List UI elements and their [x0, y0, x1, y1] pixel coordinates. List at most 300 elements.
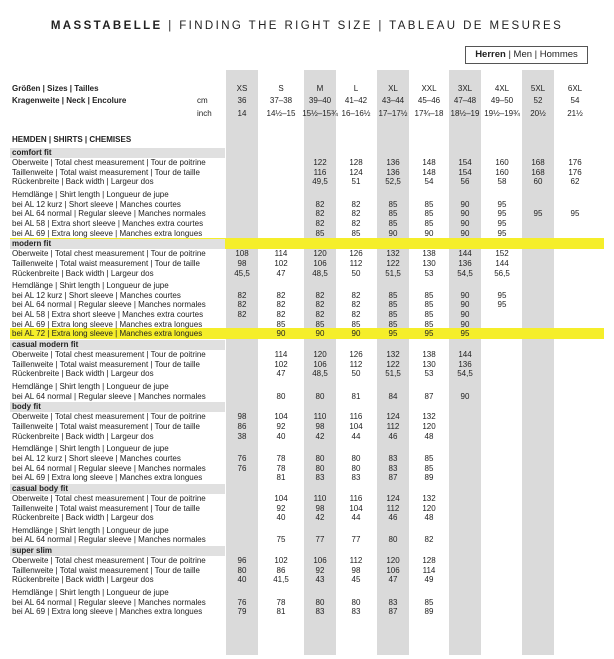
cell-value: 120 [386, 556, 400, 566]
row-label: bei AL 12 kurz | Short sleeve | Manches courtes [12, 290, 181, 300]
cell-value: 120 [313, 249, 327, 259]
cell-value: 80 [315, 453, 325, 463]
cell-value: 90 [460, 199, 470, 209]
neck-inch: 14 [237, 109, 247, 118]
cell-value: 82 [424, 535, 434, 545]
cell-value: 122 [386, 258, 400, 268]
cell-value: 85 [424, 310, 434, 320]
row-label: Oberweite | Total chest measurement | Tour de poitrine [12, 556, 206, 566]
cell-value: 85 [424, 300, 434, 310]
cell-value: 89 [424, 607, 434, 617]
cell-value: 90 [460, 228, 470, 238]
cell-value: 90 [460, 310, 470, 320]
cell-value: 136 [458, 258, 472, 268]
cell-value: 112 [349, 359, 363, 369]
cell-value: 87 [388, 607, 398, 617]
cell-value: 126 [349, 249, 363, 259]
cell-value: 144 [458, 350, 472, 360]
cell-value: 41,5 [273, 575, 289, 585]
cell-value: 81 [276, 473, 286, 483]
cell-value: 80 [276, 391, 286, 401]
size-header: 3XL [457, 84, 473, 93]
cell-value: 132 [422, 493, 436, 503]
cell-value: 112 [386, 421, 400, 431]
size-header: 6XL [567, 84, 583, 93]
cell-value: 128 [422, 556, 436, 566]
cell-value: 95 [570, 209, 580, 219]
cell-value: 104 [274, 493, 288, 503]
cell-value: 160 [495, 158, 509, 167]
row-label: bei AL 58 | Extra short sleeve | Manches extra courtes [12, 218, 204, 228]
cell-value: 82 [276, 310, 286, 320]
cell-value: 80 [351, 463, 361, 473]
cell-value: 82 [276, 300, 286, 310]
cell-value: 52,5 [385, 177, 401, 187]
cell-value: 87 [388, 473, 398, 483]
cell-value: 87 [424, 391, 434, 401]
size-header: XL [388, 84, 398, 93]
cell-value: 85 [424, 453, 434, 463]
cell-value: 54 [424, 177, 434, 187]
row-label: Oberweite | Total chest measurement | Tour de poitrine [12, 249, 206, 259]
cell-value: 42 [315, 513, 325, 523]
cell-value: 56,5 [494, 268, 510, 278]
size-header: S [278, 84, 284, 93]
cell-value: 104 [274, 412, 288, 422]
cell-value: 82 [315, 218, 325, 228]
cell-value: 152 [495, 249, 509, 259]
cell-value: 62 [570, 177, 580, 187]
title-sub: | FINDING THE RIGHT SIZE | TABLEAU DE MESURES [162, 20, 564, 32]
cell-value: 51 [351, 177, 361, 187]
cell-value: 85 [388, 218, 398, 228]
cell-value: 76 [237, 597, 247, 607]
row-label: Taillenweite | Total waist measurement | Tour de taille [12, 258, 200, 268]
cell-value: 90 [388, 228, 398, 238]
cell-value: 136 [386, 167, 400, 177]
neck-inch: 16–16½ [341, 109, 371, 118]
cell-value: 85 [424, 463, 434, 473]
neck-inch: 15½–15¾ [302, 109, 338, 118]
neck-cm: 43–44 [381, 96, 405, 105]
cell-value: 90 [460, 300, 470, 310]
cell-value: 122 [313, 158, 327, 167]
cell-value: 112 [386, 503, 400, 513]
neck-cm: 45–46 [417, 96, 441, 105]
size-header: 5XL [530, 84, 546, 93]
group-label: Hemdlänge | Shirt length | Longueur de jupe [12, 525, 169, 535]
gender-other: | Men | Hommes [505, 49, 578, 60]
cell-value: 54,5 [457, 268, 473, 278]
neck-cm: 36 [237, 96, 247, 105]
cell-value: 98 [237, 258, 247, 268]
cell-value: 110 [313, 493, 327, 503]
cell-value: 79 [237, 607, 247, 617]
row-label: bei AL 64 normal | Regular sleeve | Manches normales [12, 463, 206, 473]
cell-value: 102 [274, 556, 288, 566]
cell-value: 78 [276, 453, 286, 463]
cell-value: 154 [458, 167, 472, 177]
cell-value: 108 [235, 249, 249, 259]
neck-inch: 20½ [530, 109, 546, 118]
cell-value: 48 [424, 513, 434, 523]
row-label: bei AL 69 | Extra long sleeve | Manches extra longues [12, 473, 203, 483]
row-label: Rückenbreite | Back width | Largeur dos [12, 431, 154, 441]
cell-value: 95 [497, 290, 507, 300]
group-label: Hemdlänge | Shirt length | Longueur de jupe [12, 444, 169, 454]
cell-value: 85 [424, 319, 434, 329]
cell-value: 90 [460, 290, 470, 300]
cell-value: 86 [237, 421, 247, 431]
section-title: body fit [10, 402, 225, 412]
cell-value: 77 [315, 535, 325, 545]
cell-value: 95 [460, 329, 470, 339]
cell-value: 98 [315, 421, 325, 431]
cell-value: 138 [422, 249, 436, 259]
cell-value: 82 [351, 290, 361, 300]
cell-value: 110 [313, 412, 327, 422]
cell-value: 98 [237, 412, 247, 422]
cell-value: 60 [533, 177, 543, 187]
gender-active: Herren [475, 49, 506, 60]
cell-value: 90 [276, 329, 286, 339]
cell-value: 82 [351, 209, 361, 219]
cell-value: 104 [349, 421, 363, 431]
cell-value: 45 [351, 575, 361, 585]
cell-value: 124 [386, 493, 400, 503]
neck-cm: 39–40 [308, 96, 332, 105]
cell-value: 176 [568, 167, 582, 177]
cell-value: 90 [460, 319, 470, 329]
cell-value: 48 [424, 431, 434, 441]
cell-value: 47 [276, 369, 286, 379]
cell-value: 85 [388, 199, 398, 209]
cell-value: 112 [349, 556, 363, 566]
cell-value: 81 [351, 391, 361, 401]
cell-value: 148 [422, 158, 436, 167]
cell-value: 148 [422, 167, 436, 177]
cell-value: 80 [315, 463, 325, 473]
row-label: Oberweite | Total chest measurement | Tour de poitrine [12, 493, 206, 503]
row-label: bei AL 64 normal | Regular sleeve | Manches normales [12, 209, 206, 219]
cell-value: 53 [424, 268, 434, 278]
row-label: Rückenbreite | Back width | Largeur dos [12, 177, 154, 187]
row-label: Taillenweite | Total waist measurement | Tour de taille [12, 565, 200, 575]
cell-value: 130 [422, 258, 436, 268]
cell-value: 89 [424, 473, 434, 483]
cell-value: 80 [388, 535, 398, 545]
cell-value: 106 [313, 359, 327, 369]
cell-value: 90 [460, 218, 470, 228]
row-label: bei AL 69 | Extra long sleeve | Manches extra longues [12, 319, 203, 329]
cell-value: 144 [495, 258, 509, 268]
cell-value: 58 [497, 177, 507, 187]
cell-value: 51,5 [385, 369, 401, 379]
cell-value: 42 [315, 431, 325, 441]
cell-value: 168 [531, 158, 545, 167]
cell-value: 128 [349, 158, 363, 167]
cell-value: 96 [237, 556, 247, 566]
cell-value: 47 [276, 268, 286, 278]
cell-value: 85 [276, 319, 286, 329]
cell-value: 38 [237, 431, 247, 441]
cell-value: 116 [349, 493, 363, 503]
row-label: bei AL 69 | Extra long sleeve | Manches extra longues [12, 607, 203, 617]
cell-value: 82 [315, 209, 325, 219]
cell-value: 116 [349, 412, 363, 422]
cell-value: 54,5 [457, 369, 473, 379]
cell-value: 78 [276, 463, 286, 473]
cell-value: 82 [276, 290, 286, 300]
cell-value: 95 [533, 209, 543, 219]
cell-value: 102 [274, 258, 288, 268]
cell-value: 44 [351, 513, 361, 523]
cell-value: 82 [315, 199, 325, 209]
cell-value: 78 [276, 597, 286, 607]
cell-value: 106 [313, 556, 327, 566]
cell-value: 95 [497, 209, 507, 219]
neck-cm: 54 [570, 96, 580, 105]
row-label: bei AL 64 normal | Regular sleeve | Manches normales [12, 300, 206, 310]
cell-value: 44 [351, 431, 361, 441]
cell-value: 75 [276, 535, 286, 545]
neck-inch: 21½ [567, 109, 583, 118]
cell-value: 50 [351, 369, 361, 379]
cell-value: 85 [424, 290, 434, 300]
neck-cm: 52 [533, 96, 543, 105]
cell-value: 82 [351, 218, 361, 228]
cell-value: 92 [276, 421, 286, 431]
neck-inch: 17¾–18 [414, 109, 444, 118]
row-label: Oberweite | Total chest measurement | Tour de poitrine [12, 158, 206, 167]
cell-value: 46 [388, 431, 398, 441]
cell-value: 98 [315, 503, 325, 513]
cell-value: 168 [531, 167, 545, 177]
section-title: casual modern fit [10, 340, 225, 350]
size-header: XS [236, 84, 248, 93]
cell-value: 83 [388, 463, 398, 473]
cell-value: 124 [386, 412, 400, 422]
cell-value: 95 [424, 329, 434, 339]
cell-value: 90 [460, 209, 470, 219]
cell-value: 90 [351, 329, 361, 339]
cell-value: 80 [351, 453, 361, 463]
cell-value: 106 [386, 565, 400, 575]
cell-value: 122 [386, 359, 400, 369]
cell-value: 85 [424, 218, 434, 228]
section-title: modern fit [10, 239, 225, 249]
gender-selector [465, 46, 588, 64]
cell-value: 48,5 [312, 369, 328, 379]
cell-value: 176 [568, 158, 582, 167]
cell-value: 49 [424, 575, 434, 585]
neck-inch: 17–17½ [378, 109, 408, 118]
row-label: Taillenweite | Total waist measurement | Tour de taille [12, 503, 200, 513]
cell-value: 82 [237, 310, 247, 320]
row-label: Rückenbreite | Back width | Largeur dos [12, 513, 154, 523]
cell-value: 82 [315, 290, 325, 300]
cell-value: 85 [388, 300, 398, 310]
group-label: Hemdlänge | Shirt length | Longueur de jupe [12, 588, 169, 598]
cell-value: 104 [349, 503, 363, 513]
cell-value: 95 [497, 218, 507, 228]
cell-value: 40 [237, 575, 247, 585]
cell-value: 50 [351, 268, 361, 278]
row-label: Taillenweite | Total waist measurement | Tour de taille [12, 421, 200, 431]
row-label: bei AL 64 normal | Regular sleeve | Manches normales [12, 597, 206, 607]
size-header: XXL [421, 84, 437, 93]
cell-value: 83 [315, 607, 325, 617]
cell-value: 92 [315, 565, 325, 575]
cell-value: 84 [388, 391, 398, 401]
cell-value: 114 [422, 565, 436, 575]
neck-cm: 41–42 [344, 96, 368, 105]
cell-value: 83 [351, 607, 361, 617]
row-label: Oberweite | Total chest measurement | Tour de poitrine [12, 412, 206, 422]
cell-value: 51,5 [385, 268, 401, 278]
row-label: Taillenweite | Total waist measurement | Tour de taille [12, 167, 200, 177]
cell-value: 80 [351, 597, 361, 607]
cell-value: 85 [388, 319, 398, 329]
section-title: super slim [10, 546, 225, 556]
row-label: bei AL 12 kurz | Short sleeve | Manches courtes [12, 199, 181, 209]
section-title: casual body fit [10, 484, 225, 494]
cell-value: 95 [388, 329, 398, 339]
cell-value: 116 [313, 167, 327, 177]
cell-value: 80 [315, 597, 325, 607]
cell-value: 95 [497, 228, 507, 238]
cell-value: 124 [349, 167, 363, 177]
group-label: Hemdlänge | Shirt length | Longueur de jupe [12, 382, 169, 391]
neck-cm: 49–50 [490, 96, 514, 105]
cell-value: 77 [351, 535, 361, 545]
cell-value: 82 [237, 290, 247, 300]
cell-value: 85 [351, 319, 361, 329]
row-label: bei AL 12 kurz | Short sleeve | Manches courtes [12, 453, 181, 463]
cell-value: 132 [422, 412, 436, 422]
cell-value: 83 [388, 453, 398, 463]
cell-value: 82 [315, 300, 325, 310]
cell-value: 85 [315, 319, 325, 329]
cell-value: 46 [388, 513, 398, 523]
cell-value: 48,5 [312, 268, 328, 278]
row-label: bei AL 69 | Extra long sleeve | Manches extra longues [12, 228, 203, 238]
cell-value: 47 [388, 575, 398, 585]
row-label: bei AL 72 | Extra long sleeve | Manches extra longues [12, 329, 203, 339]
cell-value: 136 [458, 359, 472, 369]
cell-value: 106 [313, 258, 327, 268]
cell-value: 85 [424, 597, 434, 607]
cell-value: 132 [386, 350, 400, 360]
unit-inch: inch [197, 109, 212, 118]
cell-value: 102 [274, 359, 288, 369]
cell-value: 90 [424, 228, 434, 238]
cell-value: 95 [497, 300, 507, 310]
neck-inch: 19½–19¾ [484, 109, 520, 118]
group-label: Hemdlänge | Shirt length | Longueur de jupe [12, 281, 169, 291]
neck-inch: 14½–15 [266, 109, 296, 118]
cell-value: 92 [276, 503, 286, 513]
cell-value: 95 [497, 199, 507, 209]
cell-value: 56 [460, 177, 470, 187]
unit-cm: cm [197, 96, 208, 105]
cell-value: 120 [422, 421, 436, 431]
cell-value: 40 [276, 431, 286, 441]
cell-value: 80 [315, 391, 325, 401]
cell-value: 144 [458, 249, 472, 259]
cell-value: 81 [276, 607, 286, 617]
page-title [0, 20, 614, 32]
cell-value: 82 [315, 310, 325, 320]
cell-value: 80 [237, 565, 247, 575]
sizes-label: Größen | Sizes | Tailles [12, 84, 99, 93]
size-header: L [353, 84, 359, 93]
cell-value: 98 [351, 565, 361, 575]
cell-value: 82 [351, 199, 361, 209]
cell-value: 40 [276, 513, 286, 523]
cell-value: 120 [422, 503, 436, 513]
cell-value: 114 [274, 249, 288, 259]
row-label: bei AL 64 normal | Regular sleeve | Manches normales [12, 535, 206, 545]
cell-value: 53 [424, 369, 434, 379]
cell-value: 85 [315, 228, 325, 238]
cell-value: 86 [276, 565, 286, 575]
cell-value: 132 [386, 249, 400, 259]
cell-value: 112 [349, 258, 363, 268]
cell-value: 43 [315, 575, 325, 585]
cell-value: 49,5 [312, 177, 328, 187]
cell-value: 90 [460, 391, 470, 401]
cell-value: 154 [458, 158, 472, 167]
cell-value: 45,5 [234, 268, 250, 278]
cell-value: 90 [315, 329, 325, 339]
cell-value: 83 [388, 597, 398, 607]
cell-value: 136 [386, 158, 400, 167]
cell-value: 82 [237, 300, 247, 310]
cell-value: 85 [351, 228, 361, 238]
row-label: Rückenbreite | Back width | Largeur dos [12, 369, 154, 379]
shirts-heading: HEMDEN | SHIRTS | CHEMISES [12, 135, 132, 144]
cell-value: 85 [388, 209, 398, 219]
row-label: Taillenweite | Total waist measurement | Tour de taille [12, 359, 200, 369]
cell-value: 160 [495, 167, 509, 177]
cell-value: 82 [351, 310, 361, 320]
cell-value: 85 [424, 199, 434, 209]
title-main: MASSTABELLE [50, 20, 163, 32]
size-header: M [316, 84, 324, 93]
cell-value: 120 [313, 350, 327, 360]
neck-label: Kragenweite | Neck | Encolure [12, 96, 127, 105]
neck-cm: 37–38 [269, 96, 293, 105]
row-label: Oberweite | Total chest measurement | Tour de poitrine [12, 350, 206, 360]
cell-value: 83 [351, 473, 361, 483]
section-title: comfort fit [10, 148, 225, 158]
row-label: Rückenbreite | Back width | Largeur dos [12, 268, 154, 278]
row-label: Rückenbreite | Back width | Largeur dos [12, 575, 154, 585]
row-label: bei AL 58 | Extra short sleeve | Manches extra courtes [12, 310, 204, 320]
cell-value: 76 [237, 463, 247, 473]
cell-value: 130 [422, 359, 436, 369]
cell-value: 138 [422, 350, 436, 360]
cell-value: 82 [351, 300, 361, 310]
cell-value: 76 [237, 453, 247, 463]
row-label: bei AL 64 normal | Regular sleeve | Manches normales [12, 391, 206, 401]
cell-value: 114 [274, 350, 288, 360]
cell-value: 85 [388, 310, 398, 320]
neck-cm: 47–48 [453, 96, 477, 105]
cell-value: 85 [424, 209, 434, 219]
neck-inch: 18½–19 [450, 109, 480, 118]
